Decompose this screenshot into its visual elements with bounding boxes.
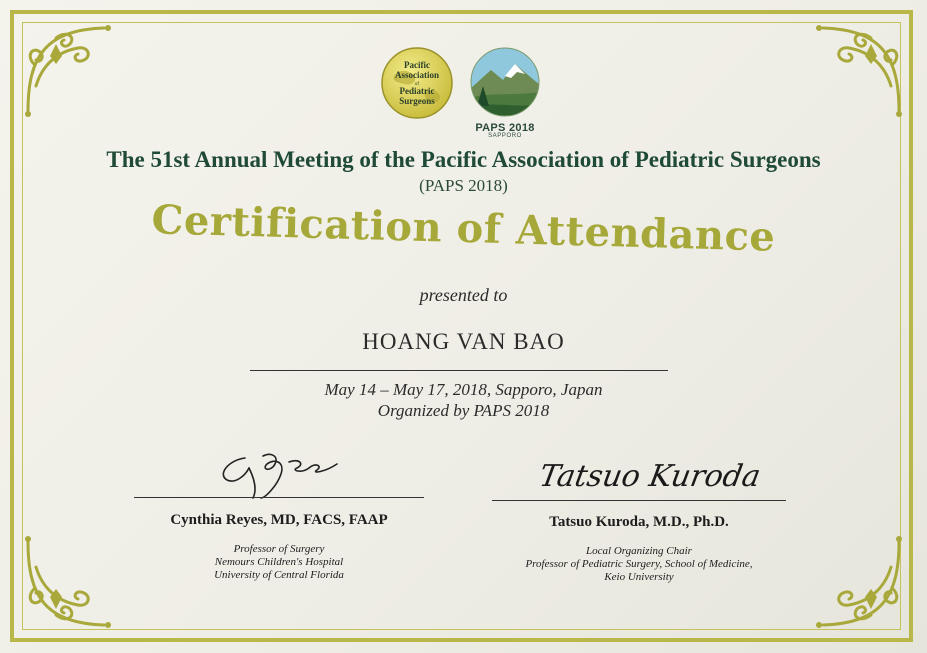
event-dates-location: May 14 – May 17, 2018, Sapporo, Japan — [324, 380, 603, 399]
svg-text:of: of — [414, 82, 420, 87]
meeting-title: The 51st Annual Meeting of the Pacific Association of Pediatric Surgeons — [106, 147, 821, 172]
signature-tatsuo-kuroda — [536, 452, 764, 500]
signatory-role-line: Nemours Children's Hospital — [214, 556, 344, 568]
signatory-role-line: Local Organizing Chair — [586, 545, 692, 557]
meeting-subtitle: (PAPS 2018) — [419, 176, 508, 195]
signatory-left — [124, 512, 434, 582]
association-seal-logo — [380, 46, 454, 120]
svg-text:Pediatric: Pediatric — [399, 86, 435, 96]
signatory-role-line: Keio University — [604, 571, 674, 583]
signature-line-right — [492, 500, 786, 501]
signatory-role-line: Professor of Pediatric Surgery, School of Medicine, — [525, 558, 753, 570]
signatory-name: Tatsuo Kuroda, M.D., Ph.D. — [549, 514, 729, 530]
corner-ornament-bottom-right — [801, 527, 911, 637]
signatory-right — [480, 514, 798, 584]
svg-text:Pacific: Pacific — [404, 60, 430, 70]
signatory-name: Cynthia Reyes, MD, FACS, FAAP — [170, 512, 388, 528]
event-logo-caption-main: PAPS 2018 — [475, 122, 535, 134]
corner-ornament-top-left — [16, 16, 126, 126]
signatory-roles — [480, 545, 798, 584]
corner-ornament-bottom-left — [16, 527, 126, 637]
svg-text:Association: Association — [394, 70, 440, 80]
recipient-name: HOANG VAN BAO — [362, 329, 565, 354]
event-logo-caption-sub: SAPPORO — [488, 133, 522, 139]
recipient-underline — [250, 370, 668, 371]
signature-cynthia-reyes — [205, 440, 355, 500]
certificate-title: Certification of Attendance — [150, 196, 777, 261]
signature-text: Tatsuo Kuroda — [536, 459, 764, 494]
signature-line-left — [134, 497, 424, 498]
svg-text:Surgeons: Surgeons — [399, 96, 435, 106]
event-logo-caption — [462, 122, 548, 139]
signatory-role-line: Professor of Surgery — [233, 543, 325, 555]
organized-by: Organized by PAPS 2018 — [377, 401, 550, 420]
signatory-role-line: University of Central Florida — [214, 569, 344, 581]
presented-to-text: presented to — [419, 285, 508, 305]
signatory-roles — [124, 543, 434, 582]
event-logo — [469, 46, 541, 118]
corner-ornament-top-right — [801, 16, 911, 126]
